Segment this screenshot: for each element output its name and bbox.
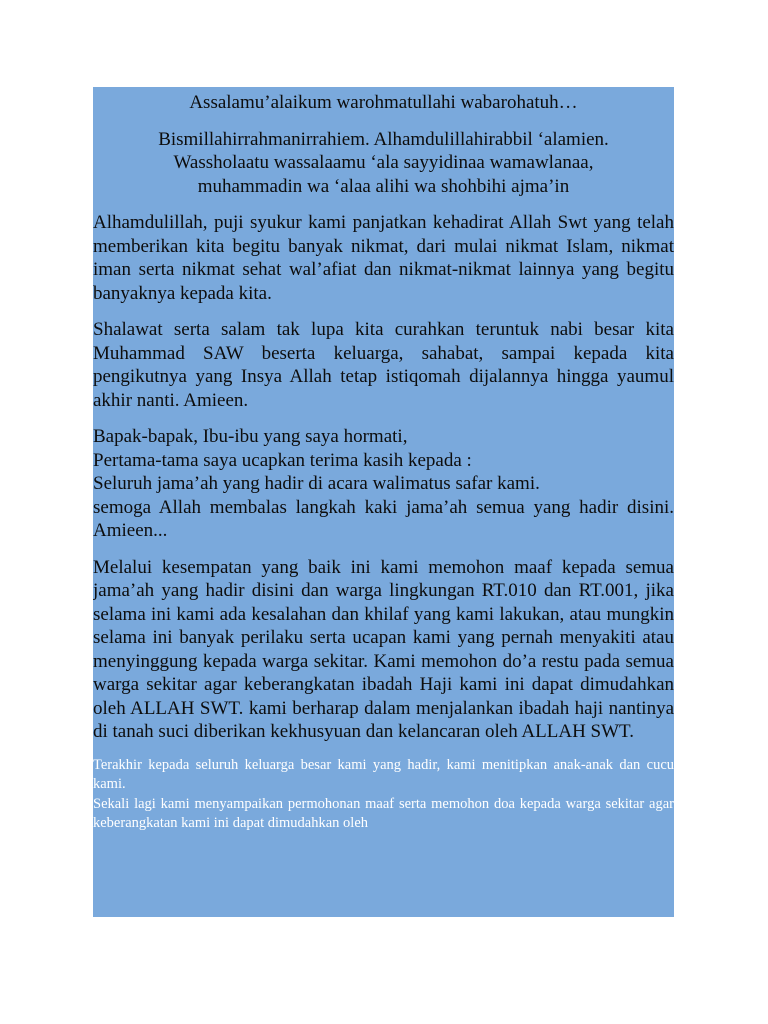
address-line-1: Bapak-bapak, Ibu-ibu yang saya hormati, [93, 426, 408, 447]
basmalah-line-2: Wassholaatu wassalaamu ‘ala sayyidinaa wamawlanaa, [173, 152, 594, 173]
address-block [93, 425, 674, 543]
address-line-4: semoga Allah membalas langkah kaki jama’ah semua yang hadir disini. Amieen... [93, 496, 674, 541]
basmalah-line-3: muhammadin wa ‘alaa alihi wa shohbihi ajma’in [197, 175, 570, 197]
greeting-line: Assalamu’alaikum warohmatullahi wabarohatuh… [189, 92, 578, 113]
basmalah-line-1: Bismillahirrahmanirrahiem. Alhamdulillahirabbil ‘alamien. [158, 128, 609, 150]
address-line-2: Pertama-tama saya ucapkan terima kasih kepada : [93, 449, 472, 471]
address-line-3: Seluruh jama’ah yang hadir di acara walimatus safar kami. [93, 473, 540, 494]
paragraph-apology: Melalui kesempatan yang baik ini kami memohon maaf kepada semua jama’ah yang hadir disini dan warga lingkungan RT.010 dan RT.001, jika selama ini kami ada kesalahan dan khilaf yang kami lakukan, atau mungkin selama ini banyak perilaku serta ucapan kami yang pernah menyakiti atau menyinggung kepada warga sekitar. Kami memohon do’a restu pada semua warga sekitar agar keberangkatan ibadah Haji kami ini dapat dimudahkan oleh ALLAH SWT. kami berharap dalam menjalankan ibadah haji nantinya di tanah suci diberikan kekhusyuan dan kelancaran oleh ALLAH SWT. [93, 556, 674, 742]
document-content [93, 87, 674, 834]
paragraph-gratitude: Alhamdulillah, puji syukur kami panjatkan kehadirat Allah Swt yang telah memberikan kita begitu banyak nikmat, dari mulai nikmat Islam, nikmat iman serta nikmat sehat wal’afiat dan nikmat-nikmat lainnya yang begitu banyaknya kepada kita. [93, 212, 674, 304]
document-page [93, 87, 674, 917]
basmalah-block [93, 128, 674, 199]
closing-line-2: Sekali lagi kami menyampaikan permohonan maaf serta memohon doa kepada warga sekitar agar keberangkatan kami ini dapat dimudahkan oleh [93, 795, 674, 831]
paragraph-shalawat: Shalawat serta salam tak lupa kita curahkan teruntuk nabi besar kita Muhammad SAW beserta keluarga, sahabat, sampai kepada kita pengikutnya yang Insya Allah tetap istiqomah dijalannya hingga yaumul akhir nanti. Amieen. [93, 319, 674, 411]
closing-line-1: Terakhir kepada seluruh keluarga besar kami yang hadir, kami menitipkan anak-anak dan cucu kami. [93, 756, 674, 792]
